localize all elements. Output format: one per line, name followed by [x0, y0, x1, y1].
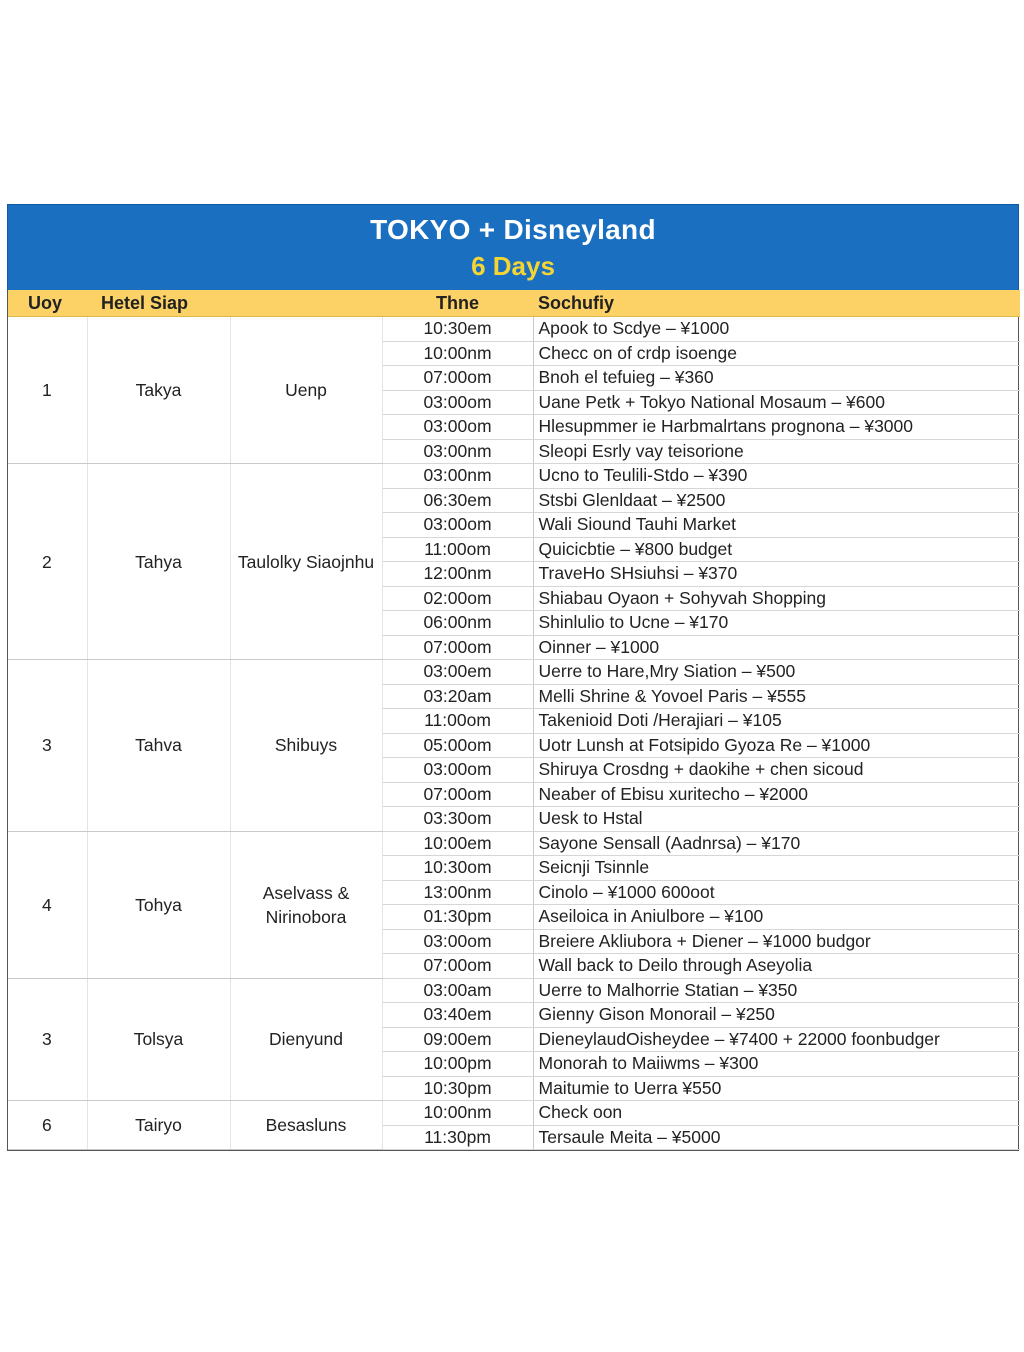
time-cell: 12:00nm [382, 562, 533, 587]
activity-cell: Uesk to Hstal [533, 807, 1020, 832]
time-cell: 03:00om [382, 758, 533, 783]
area-cell: Shibuys [230, 660, 382, 832]
time-cell: 05:00om [382, 733, 533, 758]
time-cell: 03:00am [382, 978, 533, 1003]
activity-cell: Uotr Lunsh at Fotsipido Gyoza Re – ¥1000 [533, 733, 1020, 758]
hotel-cell: Tolsya [87, 978, 230, 1101]
time-cell: 03:00om [382, 390, 533, 415]
activity-cell: Bnoh el tefuieg – ¥360 [533, 366, 1020, 391]
time-cell: 03:00om [382, 415, 533, 440]
day-cell: 6 [8, 1101, 87, 1150]
activity-cell: Gienny Gison Monorail – ¥250 [533, 1003, 1020, 1028]
table-body [8, 317, 1020, 1150]
time-cell: 10:00em [382, 831, 533, 856]
activity-cell: Hlesupmmer ie Harbmalrtans prognona – ¥3000 [533, 415, 1020, 440]
time-cell: 02:00om [382, 586, 533, 611]
time-cell: 03:00nm [382, 464, 533, 489]
activity-cell: DieneylaudOisheydee – ¥7400 + 22000 foonbudger [533, 1027, 1020, 1052]
time-cell: 01:30pm [382, 905, 533, 930]
hotel-cell: Takya [87, 317, 230, 464]
activity-cell: Apook to Scdye – ¥1000 [533, 317, 1020, 342]
activity-cell: Wall back to Deilo through Aseyolia [533, 954, 1020, 979]
activity-cell: Ucno to Teulili-Stdo – ¥390 [533, 464, 1020, 489]
activity-cell: Uerre to Hare,Mry Siation – ¥500 [533, 660, 1020, 685]
time-cell: 03:00em [382, 660, 533, 685]
time-cell: 09:00em [382, 1027, 533, 1052]
activity-cell: Wali Siound Tauhi Market [533, 513, 1020, 538]
activity-cell: Shiabau Oyaon + Sohyvah Shopping [533, 586, 1020, 611]
activity-cell: Check oon [533, 1101, 1020, 1126]
header-day: Uoy [8, 290, 87, 317]
activity-cell: Shiruya Crosdng + daokihe + chen sicoud [533, 758, 1020, 783]
page-title: TOKYO + Disneyland [370, 214, 656, 245]
hotel-cell: Tahva [87, 660, 230, 832]
activity-cell: Sleopi Esrly vay teisorione [533, 439, 1020, 464]
area-cell: Taulolky Siaojnhu [230, 464, 382, 660]
activity-cell: Sayone Sensall (Aadnrsa) – ¥170 [533, 831, 1020, 856]
time-cell: 10:00nm [382, 341, 533, 366]
activity-cell: Uerre to Malhorrie Statian – ¥350 [533, 978, 1020, 1003]
time-cell: 10:30em [382, 317, 533, 342]
table-row [8, 464, 1020, 489]
day-cell: 3 [8, 978, 87, 1101]
hotel-cell: Tohya [87, 831, 230, 978]
area-cell: Dienyund [230, 978, 382, 1101]
area-cell: Besasluns [230, 1101, 382, 1150]
activity-cell: Stsbi Glenldaat – ¥2500 [533, 488, 1020, 513]
time-cell: 07:00om [382, 635, 533, 660]
day-cell: 3 [8, 660, 87, 832]
table-row [8, 831, 1020, 856]
activity-cell: Takenioid Doti /Herajiari – ¥105 [533, 709, 1020, 734]
table-frame [7, 290, 1019, 1151]
day-cell: 4 [8, 831, 87, 978]
time-cell: 06:00nm [382, 611, 533, 636]
area-cell: Aselvass & Nirinobora [230, 831, 382, 978]
time-cell: 03:00om [382, 929, 533, 954]
itinerary-sheet [7, 204, 1019, 1151]
time-cell: 10:30om [382, 856, 533, 881]
activity-cell: Monorah to Maiiwms – ¥300 [533, 1052, 1020, 1077]
time-cell: 13:00nm [382, 880, 533, 905]
activity-cell: Cinolo – ¥1000 600oot [533, 880, 1020, 905]
activity-cell: Oinner – ¥1000 [533, 635, 1020, 660]
time-cell: 11:00om [382, 537, 533, 562]
time-cell: 07:00om [382, 782, 533, 807]
activity-cell: Tersaule Meita – ¥5000 [533, 1125, 1020, 1150]
hotel-cell: Tahya [87, 464, 230, 660]
activity-cell: TraveHo SHsiuhsi – ¥370 [533, 562, 1020, 587]
activity-cell: Melli Shrine & Yovoel Paris – ¥555 [533, 684, 1020, 709]
header-row [8, 290, 1020, 317]
time-cell: 06:30em [382, 488, 533, 513]
activity-cell: Quicicbtie – ¥800 budget [533, 537, 1020, 562]
hotel-cell: Tairyo [87, 1101, 230, 1150]
time-cell: 03:00nm [382, 439, 533, 464]
time-cell: 11:30pm [382, 1125, 533, 1150]
time-cell: 07:00om [382, 366, 533, 391]
activity-cell: Aseiloica in Aniulbore – ¥100 [533, 905, 1020, 930]
activity-cell: Neaber of Ebisu xuritecho – ¥2000 [533, 782, 1020, 807]
header-time: Thne [382, 290, 533, 317]
table-row [8, 978, 1020, 1003]
itinerary-table [8, 290, 1020, 1150]
time-cell: 07:00om [382, 954, 533, 979]
activity-cell: Shinlulio to Ucne – ¥170 [533, 611, 1020, 636]
activity-cell: Maitumie to Uerra ¥550 [533, 1076, 1020, 1101]
day-cell: 2 [8, 464, 87, 660]
activity-cell: Uane Petk + Tokyo National Mosaum – ¥600 [533, 390, 1020, 415]
time-cell: 03:40em [382, 1003, 533, 1028]
activity-cell: Checc on of crdp isoenge [533, 341, 1020, 366]
title-banner [7, 204, 1019, 290]
page-subtitle: 6 Days [471, 251, 555, 281]
day-cell: 1 [8, 317, 87, 464]
activity-cell: Breiere Akliubora + Diener – ¥1000 budgor [533, 929, 1020, 954]
time-cell: 10:00nm [382, 1101, 533, 1126]
activity-cell: Seicnji Tsinnle [533, 856, 1020, 881]
table-row [8, 660, 1020, 685]
header-activity: Sochufiy [533, 290, 1020, 317]
time-cell: 10:00pm [382, 1052, 533, 1077]
table-row [8, 1101, 1020, 1126]
time-cell: 11:00om [382, 709, 533, 734]
time-cell: 03:20am [382, 684, 533, 709]
time-cell: 03:30om [382, 807, 533, 832]
time-cell: 10:30pm [382, 1076, 533, 1101]
area-cell: Uenp [230, 317, 382, 464]
header-hotel-stay: Hetel Siap [87, 290, 382, 317]
time-cell: 03:00om [382, 513, 533, 538]
table-row [8, 317, 1020, 342]
